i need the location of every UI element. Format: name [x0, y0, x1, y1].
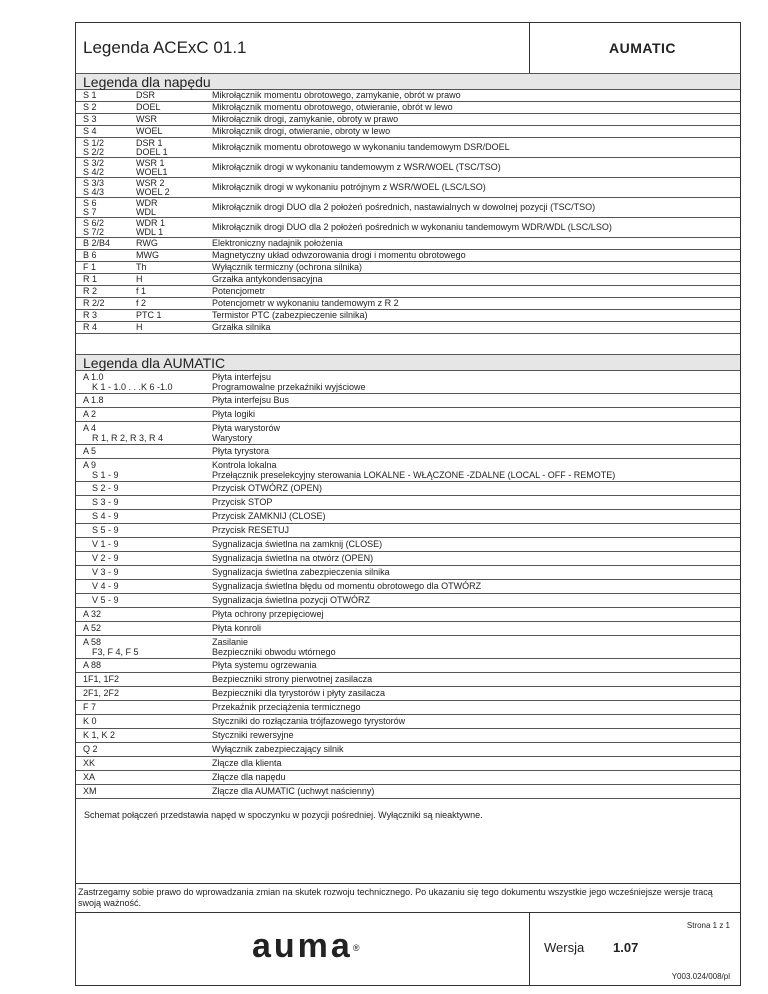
row-subcode [92, 594, 119, 607]
row-description [212, 250, 466, 261]
row-description-line: Mikrołącznik drogi DUO dla 2 położeń pośrednich w wykonaniu tandemowym WDR/WDL (LSC/LSO) [212, 222, 612, 232]
row-code-line: S 7 [83, 206, 97, 217]
row-description [212, 785, 374, 798]
row-code-line: B 2/B4 [83, 238, 111, 248]
row-abbr-line: WDL [136, 206, 156, 217]
version-label: Wersja [544, 940, 585, 955]
row-abbr-line: MWG [136, 250, 159, 260]
row-description [212, 510, 326, 523]
row-abbr [136, 286, 146, 297]
row-description [212, 102, 453, 113]
row-description-line: Grzałka antykondensacyjna [212, 274, 323, 284]
row-description [212, 90, 461, 101]
table-row [76, 482, 740, 496]
table-row [76, 158, 740, 178]
row-subcode-line: V 5 - 9 [92, 595, 119, 605]
table-row [76, 701, 740, 715]
aumatic-legend-heading: Legenda dla AUMATIC [76, 354, 740, 371]
row-subcode-line: V 2 - 9 [92, 553, 119, 563]
row-description [212, 608, 324, 621]
row-description-line: Przekaźnik przeciążenia termicznego [212, 702, 361, 712]
row-subcode [92, 496, 119, 509]
table-row [76, 566, 740, 580]
row-code: A 9 [83, 460, 97, 470]
row-code [83, 102, 97, 113]
table-row [76, 510, 740, 524]
row-description [212, 659, 317, 672]
row-abbr-line: Th [136, 262, 147, 272]
row-description-line: Termistor PTC (zabezpieczenie silnika) [212, 310, 368, 320]
table-row [76, 274, 740, 286]
row-subcode: S 1 - 9 [92, 470, 119, 480]
row-abbr-line: f 2 [136, 298, 147, 308]
row-description-line: Grzałka silnika [212, 322, 271, 332]
document-title: Legenda ACExC 01.1 [83, 38, 247, 57]
row-description-line: Płyta logiki [212, 409, 256, 419]
row-subcode-line: V 3 - 9 [92, 567, 119, 577]
row-code [83, 310, 97, 321]
table-row [76, 459, 740, 482]
row-description-line: Mikrołącznik momentu obrotowego, otwieranie, obrót w lewo [212, 102, 453, 112]
row-subdescription: Przełącznik preselekcyjny sterowania LOKALNE - WŁĄCZONE -ZDALNE (LOCAL - OFF - REMOTE) [212, 470, 616, 480]
drive-legend-heading: Legenda dla napędu [76, 73, 740, 90]
row-abbr-line: DSR [136, 90, 156, 100]
table-row [76, 102, 740, 114]
row-description-line: Bezpieczniki dla tyrystorów i płyty zasilacza [212, 688, 386, 698]
row-abbr [136, 158, 168, 177]
row-subcode [92, 580, 119, 593]
row-subcode [92, 538, 119, 551]
row-code-line: A 2 [83, 409, 97, 419]
row-code-line: S 3 [83, 114, 97, 124]
row-description-line: Sygnalizacja świetlna pozycji OTWÓRZ [212, 595, 371, 605]
row-description [212, 286, 265, 297]
row-code-line: S 4/2 [83, 166, 105, 177]
row-subcode [92, 566, 119, 579]
row-code: A 1.0 [83, 372, 104, 382]
row-code-line: A 5 [83, 446, 97, 456]
row-description [212, 274, 323, 285]
row-abbr-line: WDR [136, 197, 158, 208]
row-abbr-line: DOEL 1 [136, 146, 168, 157]
table-row [76, 286, 740, 298]
row-code [83, 114, 97, 125]
row-subcode: F3, F 4, F 5 [92, 647, 139, 657]
row-code-line: A 52 [83, 623, 102, 633]
row-description-line: Złącze dla klienta [212, 758, 282, 768]
logo-text: auma [252, 927, 353, 965]
row-code [83, 250, 97, 261]
table-row [76, 524, 740, 538]
aumatic-legend-table [76, 371, 740, 799]
row-code-line: A 1.8 [83, 395, 104, 405]
table-row [76, 126, 740, 138]
row-code-line: A 88 [83, 660, 102, 670]
row-code [83, 218, 104, 237]
row-abbr [136, 298, 146, 309]
row-description-line: Potencjometr [212, 286, 266, 296]
registered-mark: ® [352, 943, 363, 953]
row-code [83, 408, 96, 421]
row-code-line: R 3 [83, 310, 98, 320]
row-code [83, 729, 115, 742]
row-description [212, 538, 382, 551]
row-code-line: S 4 [83, 126, 97, 136]
table-row [76, 198, 740, 218]
row-abbr [136, 102, 161, 113]
table-row [76, 715, 740, 729]
row-subcode-line: S 4 - 9 [92, 511, 119, 521]
row-description-line: Sygnalizacja świetlna zabezpieczenia silnika [212, 567, 390, 577]
row-description: Zasilanie [212, 637, 249, 647]
table-row [76, 659, 740, 673]
table-row [76, 496, 740, 510]
row-code [83, 743, 98, 756]
row-description: Kontrola lokalna [212, 460, 277, 470]
row-description [212, 394, 289, 407]
row-description [212, 138, 510, 157]
table-row [76, 322, 740, 334]
table-row [76, 408, 740, 422]
row-description [212, 114, 398, 125]
row-description [212, 482, 322, 495]
document-number: Y003.024/008/pl [671, 972, 730, 981]
row-code-line: R 4 [83, 322, 98, 332]
brand-name: AUMATIC [608, 40, 676, 56]
row-description [212, 580, 481, 593]
row-code [83, 622, 101, 635]
row-code [83, 785, 97, 798]
row-description-line: Mikrołącznik momentu obrotowego w wykonaniu tandemowym DSR/DOEL [212, 142, 510, 152]
footer-info-area [76, 912, 740, 986]
row-abbr-line: H [136, 274, 143, 284]
row-description [212, 298, 399, 309]
row-abbr-line: WOEL1 [136, 166, 168, 177]
row-code [83, 198, 97, 217]
row-description [212, 673, 372, 686]
schematic-note: Schemat połączeń przedstawia napęd w spoczynku w pozycji pośredniej. Wyłączniki są nieaktywne. [84, 810, 483, 820]
row-abbr-line: WDR 1 [136, 217, 165, 228]
row-description-line: Mikrołącznik drogi, otwieranie, obroty w lewo [212, 126, 391, 136]
row-description [212, 524, 289, 537]
row-abbr [136, 178, 170, 197]
row-description [212, 743, 343, 756]
row-description [212, 238, 343, 249]
row-subcode-line: S 2 - 9 [92, 483, 119, 493]
table-row [76, 445, 740, 459]
row-code-line: K 1, K 2 [83, 730, 116, 740]
row-description [212, 729, 294, 742]
table-row [76, 394, 740, 408]
row-abbr [136, 90, 155, 101]
row-abbr-line: WSR 2 [136, 177, 165, 188]
row-code [83, 771, 95, 784]
row-code-line: 1F1, 1F2 [83, 674, 120, 684]
row-description [212, 158, 501, 177]
row-abbr [136, 250, 159, 261]
row-description-line: Elektroniczny nadajnik położenia [212, 238, 343, 248]
row-abbr-line: WOEL 2 [136, 186, 170, 197]
row-description-line: Złącze dla napędu [212, 772, 286, 782]
row-code-line: S 2 [83, 102, 97, 112]
row-code-line: R 2/2 [83, 298, 105, 308]
row-abbr [136, 138, 168, 157]
table-row [76, 262, 740, 274]
row-code-line: B 6 [83, 250, 97, 260]
table-row [76, 238, 740, 250]
row-code-line: F 7 [83, 702, 97, 712]
row-description-line: Przycisk RESETUJ [212, 525, 290, 535]
row-description: Płyta interfejsu [212, 372, 272, 382]
row-description-line: Płyta ochrony przepięciowej [212, 609, 324, 619]
row-code [83, 178, 104, 197]
row-code [83, 701, 96, 714]
page-number: Strona 1 z 1 [686, 921, 730, 930]
row-abbr-line: PTC 1 [136, 310, 162, 320]
row-abbr-line: WSR 1 [136, 157, 165, 168]
row-description-line: Płyta systemu ogrzewania [212, 660, 317, 670]
header-divider [529, 23, 530, 73]
row-code-line: R 1 [83, 274, 98, 284]
table-row [76, 371, 740, 394]
row-abbr [136, 322, 143, 333]
row-subcode [92, 524, 119, 537]
table-row [76, 552, 740, 566]
row-description-line: Styczniki do rozłączania trójfazowego tyrystorów [212, 716, 406, 726]
row-description [212, 408, 255, 421]
row-description [212, 687, 385, 700]
row-code [83, 673, 119, 686]
row-subdescription: Bezpieczniki obwodu wtórnego [212, 647, 336, 657]
row-description [212, 622, 261, 635]
table-row [76, 90, 740, 102]
row-code-line: S 7/2 [83, 226, 105, 237]
row-description-line: Płyta tyrystora [212, 446, 270, 456]
row-subcode: R 1, R 2, R 3, R 4 [92, 433, 164, 443]
table-row [76, 580, 740, 594]
row-description [212, 178, 486, 197]
footer-disclaimer-area [76, 883, 740, 908]
row-description: Płyta warystorów [212, 423, 281, 433]
row-description-line: Mikrołącznik drogi, zamykanie, obroty w prawo [212, 114, 399, 124]
row-description-line: Przycisk OTWÓRZ (OPEN) [212, 483, 322, 493]
row-code-line: S 3/3 [83, 177, 105, 188]
row-description [212, 701, 361, 714]
table-row [76, 178, 740, 198]
row-description-line: Potencjometr w wykonaniu tandemowym z R 2 [212, 298, 399, 308]
row-description-line: Bezpieczniki strony pierwotnej zasilacza [212, 674, 373, 684]
table-row [76, 785, 740, 799]
table-row [76, 538, 740, 552]
row-description-line: Sygnalizacja świetlna na zamknij (CLOSE) [212, 539, 383, 549]
table-row [76, 673, 740, 687]
row-description-line: Sygnalizacja świetlna błędu od momentu obrotowego dla OTWÓRZ [212, 581, 482, 591]
row-description [212, 262, 362, 273]
row-code [83, 138, 104, 157]
row-code [83, 238, 110, 249]
row-description [212, 771, 286, 784]
row-code-line: R 2 [83, 286, 98, 296]
row-code [83, 687, 119, 700]
row-description [212, 322, 271, 333]
row-code-line: S 3/2 [83, 157, 105, 168]
row-abbr-line: WDL 1 [136, 226, 164, 237]
row-abbr [136, 238, 158, 249]
row-subcode [92, 482, 119, 495]
row-subdescription: Programowalne przekaźniki wyjściowe [212, 382, 366, 392]
table-row [76, 138, 740, 158]
table-row [76, 594, 740, 608]
row-description-line: Mikrołącznik drogi DUO dla 2 położeń pośrednich, nastawialnych w dowolnej pozycji (TSC/TSO) [212, 202, 596, 212]
row-subcode [92, 510, 119, 523]
row-code-line: Q 2 [83, 744, 98, 754]
row-abbr-line: WOEL [136, 126, 163, 136]
table-row [76, 114, 740, 126]
row-code [83, 298, 105, 309]
table-row [76, 743, 740, 757]
row-code: A 58 [83, 637, 102, 647]
row-description-line: Przycisk STOP [212, 497, 273, 507]
row-subcode: K 1 - 1.0 . . .K 6 -1.0 [92, 382, 173, 392]
row-description-line: Magnetyczny układ odwzorowania drogi i momentu obrotowego [212, 250, 466, 260]
row-description [212, 552, 373, 565]
row-description-line: Mikrołącznik momentu obrotowego, zamykanie, obrót w prawo [212, 90, 461, 100]
row-abbr [136, 114, 157, 125]
row-code [83, 608, 101, 621]
table-row [76, 771, 740, 785]
disclaimer-text: Zastrzegamy sobie prawo do wprowadzania zmian na skutek rozwoju technicznego. Po ukazaniu się tego dokumentu wszystkie jego wcześniejsze wersje tracą swoją ważność. [78, 887, 713, 908]
row-code-line: XM [83, 786, 97, 796]
table-row [76, 310, 740, 322]
row-code [83, 322, 97, 333]
footer-divider [529, 913, 530, 986]
table-row [76, 250, 740, 262]
row-code-line: S 6 [83, 197, 97, 208]
row-description-line: Styczniki rewersyjne [212, 730, 294, 740]
row-subcode-line: V 1 - 9 [92, 539, 119, 549]
row-abbr-line: H [136, 322, 143, 332]
row-code-line: A 32 [83, 609, 102, 619]
drive-legend-table [76, 90, 740, 334]
row-description-line: Przycisk ZAMKNIJ (CLOSE) [212, 511, 326, 521]
row-description-line: Wyłącznik zabezpieczający silnik [212, 744, 344, 754]
row-description-line: Płyta konroli [212, 623, 262, 633]
row-code [83, 262, 96, 273]
row-description-line: Złącze dla AUMATIC (uchwyt naścienny) [212, 786, 375, 796]
document-frame [75, 22, 741, 986]
table-row [76, 687, 740, 701]
row-code-line: S 2/2 [83, 146, 105, 157]
row-subcode-line: V 4 - 9 [92, 581, 119, 591]
row-description-line: Mikrołącznik drogi w wykonaniu tandemowym z WSR/WOEL (TSC/TSO) [212, 162, 501, 172]
row-subcode-line: S 3 - 9 [92, 497, 119, 507]
row-description [212, 310, 368, 321]
table-row [76, 218, 740, 238]
table-row [76, 422, 740, 445]
row-subcode [92, 552, 119, 565]
row-code-line: S 1/2 [83, 137, 105, 148]
row-abbr [136, 310, 162, 321]
row-description [212, 594, 370, 607]
table-row [76, 729, 740, 743]
row-code [83, 394, 104, 407]
row-description-line: Wyłącznik termiczny (ochrona silnika) [212, 262, 362, 272]
row-description-line: Mikrołącznik drogi w wykonaniu potrójnym z WSR/WOEL (LSC/LSO) [212, 182, 486, 192]
table-row [76, 608, 740, 622]
row-code [83, 715, 97, 728]
row-subdescription: Warystory [212, 433, 253, 443]
row-code-line: F 1 [83, 262, 97, 272]
row-abbr-line: f 1 [136, 286, 147, 296]
row-description [212, 496, 272, 509]
row-description [212, 715, 405, 728]
row-abbr [136, 198, 158, 217]
row-subcode-line: S 5 - 9 [92, 525, 119, 535]
row-description [212, 566, 390, 579]
row-code [83, 659, 101, 672]
document-header [76, 23, 740, 74]
row-code [83, 90, 97, 101]
row-code [83, 274, 97, 285]
row-description [212, 445, 269, 458]
row-code [83, 158, 104, 177]
row-code: A 4 [83, 423, 97, 433]
row-abbr [136, 274, 143, 285]
table-row [76, 757, 740, 771]
row-code-line: S 1 [83, 90, 97, 100]
row-code-line: S 6/2 [83, 217, 105, 228]
table-row [76, 622, 740, 636]
row-description [212, 198, 595, 217]
row-abbr-line: DOEL [136, 102, 161, 112]
row-description [212, 126, 390, 137]
table-row [76, 298, 740, 310]
table-row [76, 636, 740, 659]
version-value: 1.07 [613, 940, 639, 955]
row-code [83, 286, 97, 297]
row-description-line: Sygnalizacja świetlna na otwórz (OPEN) [212, 553, 374, 563]
row-description-line: Płyta interfejsu Bus [212, 395, 290, 405]
row-abbr-line: RWG [136, 238, 158, 248]
row-abbr [136, 126, 163, 137]
row-description [212, 757, 282, 770]
row-code-line: XA [83, 772, 96, 782]
auma-logo [252, 929, 362, 963]
row-code [83, 126, 97, 137]
row-description [212, 218, 612, 237]
row-code-line: XK [83, 758, 96, 768]
row-abbr-line: DSR 1 [136, 137, 163, 148]
row-abbr-line: WSR [136, 114, 157, 124]
row-code-line: 2F1, 2F2 [83, 688, 120, 698]
row-abbr [136, 218, 165, 237]
row-code-line: K 0 [83, 716, 97, 726]
row-code-line: S 4/3 [83, 186, 105, 197]
row-code [83, 445, 96, 458]
row-code [83, 757, 95, 770]
row-abbr [136, 262, 147, 273]
